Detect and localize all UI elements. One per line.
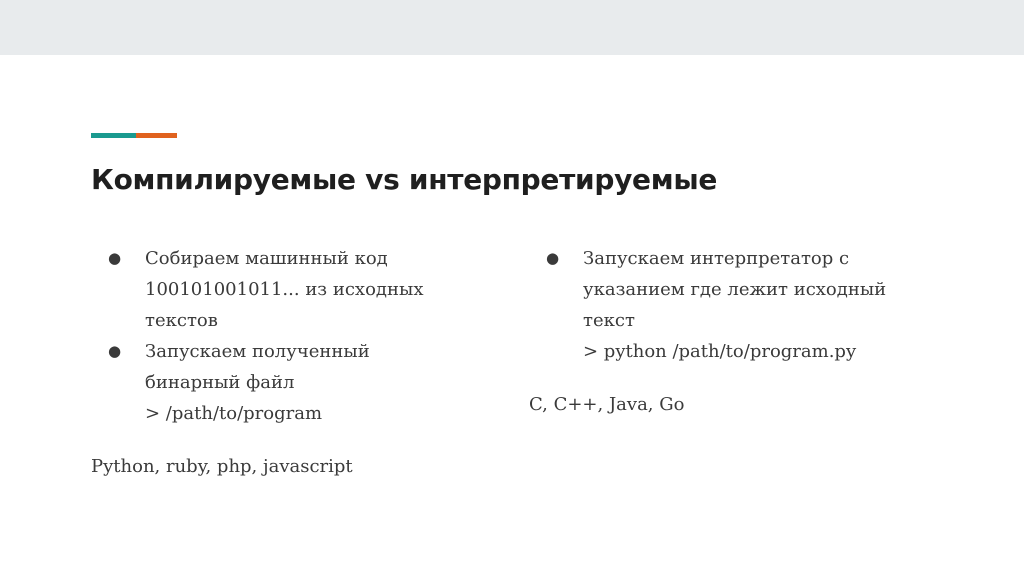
bullet-line: бинарный файл bbox=[145, 372, 295, 393]
bullet-line: текст bbox=[583, 310, 635, 331]
bullet-line: 100101001011... из исходных bbox=[145, 279, 424, 300]
right-examples-text: C, C++, Java, Go bbox=[529, 394, 685, 415]
bullet-line: Запускаем полученный bbox=[145, 341, 370, 362]
right-column bbox=[529, 243, 949, 367]
bullet-line: текстов bbox=[145, 310, 218, 331]
accent-segment-teal bbox=[91, 133, 136, 138]
left-examples-text: Python, ruby, php, javascript bbox=[91, 456, 353, 477]
left-bullet-list bbox=[91, 243, 481, 429]
slide-title: Компилируемые vs интерпретируемые bbox=[91, 163, 718, 196]
bullet-line: > python /path/to/program.py bbox=[583, 341, 857, 362]
accent-segment-orange bbox=[136, 133, 177, 138]
bullet-icon: ● bbox=[108, 249, 122, 267]
top-band bbox=[0, 0, 1024, 55]
title-accent-bar bbox=[91, 133, 177, 138]
bullet-line: > /path/to/program bbox=[145, 403, 323, 424]
bullet-line: Собираем машинный код bbox=[145, 248, 388, 269]
list-item bbox=[91, 336, 481, 429]
bullet-icon: ● bbox=[108, 342, 122, 360]
list-item bbox=[91, 243, 481, 336]
right-bullet-list bbox=[529, 243, 949, 367]
bullet-line: Запускаем интерпретатор с bbox=[583, 248, 850, 269]
bullet-icon: ● bbox=[546, 249, 560, 267]
left-column bbox=[91, 243, 481, 429]
list-item bbox=[529, 243, 949, 367]
bullet-line: указанием где лежит исходный bbox=[583, 279, 887, 300]
